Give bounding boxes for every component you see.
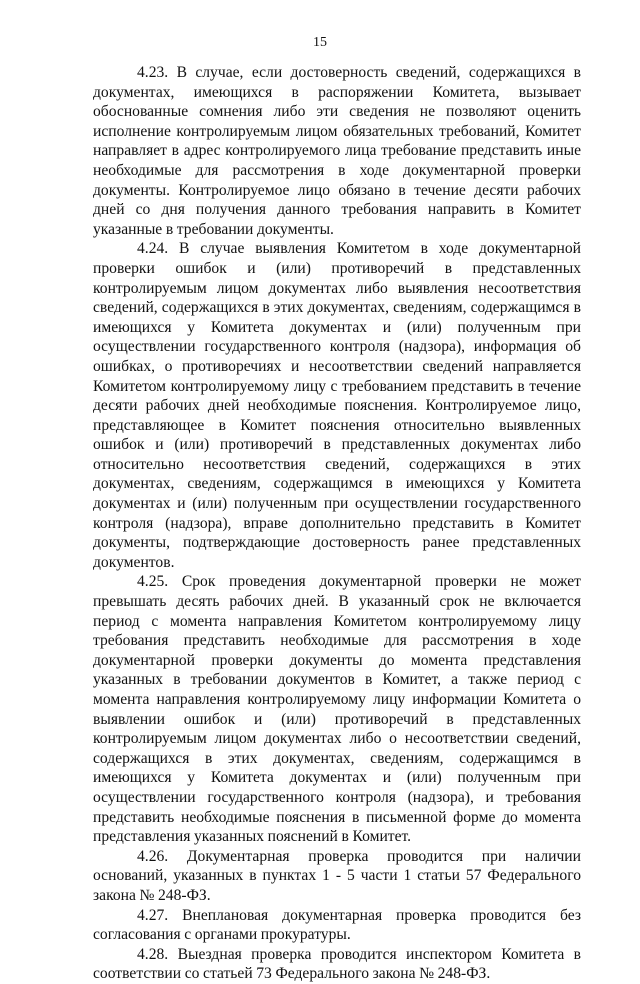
paragraph-4-24: 4.24. В случае выявления Комитетом в ходе документарной проверки ошибок и (или) противоречий в представленных контролируемым лицом документах либо выявления несоответствия сведений, содержащихся в этих документах, сведениям, содержащимся в имеющихся у Комитета документах и (или) полученным при осуществлении государственного контроля (надзора), информация об ошибках, о противоречиях и несоответствии сведений направляется Комитетом контролируемому лицу с требованием представить в течение десяти рабочих дней необходимые пояснения. Контролируемое лицо, представляющее в Комитет пояснения относительно выявленных ошибок и (или) противоречий в представленных документах либо относительно несоответствия сведений, содержащихся в этих документах, сведениям, содержащимся в имеющихся у Комитета документах и (или) полученным при осуществлении государственного контроля (надзора), вправе дополнительно представить в Комитет документы, подтверждающие достоверность ранее представленных документов. [93, 240, 581, 571]
document-body [93, 63, 581, 984]
paragraph-4-26: 4.26. Документарная проверка проводится при наличии оснований, указанных в пунктах 1 - 5 части 1 статьи 57 Федерального закона № 248-ФЗ. [93, 847, 581, 904]
paragraph-4-28: 4.28. Выездная проверка проводится инспектором Комитета в соответствии со статьей 73 Федерального закона № 248-ФЗ. [93, 945, 581, 983]
paragraph-4-25: 4.25. Срок проведения документарной проверки не может превышать десять рабочих дней. В указанный срок не включается период с момента направления Комитетом контролируемому лицу требования представить необходимые для рассмотрения в ходе документарной проверки документы до момента представления указанных в требовании документов в Комитет, а также период с момента направления контролируемому лицу информации Комитета о выявлении ошибок и (или) противоречий в представленных контролируемым лицом документах либо о несоответствии сведений, содержащихся в этих документах, сведениям, содержащимся в имеющихся у Комитета документах и (или) полученным при осуществлении государственного контроля (надзора), и требования представить необходимые пояснения в письменной форме до момента представления указанных пояснений в Комитет. [93, 573, 581, 846]
paragraph-4-27: 4.27. Внеплановая документарная проверка проводится без согласования с органами прокуратуры. [93, 906, 581, 944]
page-number: 15 [313, 35, 327, 50]
paragraph-4-23: 4.23. В случае, если достоверность сведений, содержащихся в документах, имеющихся в распоряжении Комитета, вызывает обоснованные сомнения либо эти сведения не позволяют оценить исполнение контролируемым лицом обязательных требований, Комитет направляет в адрес контролируемого лица требование представить иные необходимые для рассмотрения в ходе документарной проверки документы. Контролируемое лицо обязано в течение десяти рабочих дней со дня получения данного требования направить в Комитет указанные в требовании документы. [93, 64, 581, 238]
